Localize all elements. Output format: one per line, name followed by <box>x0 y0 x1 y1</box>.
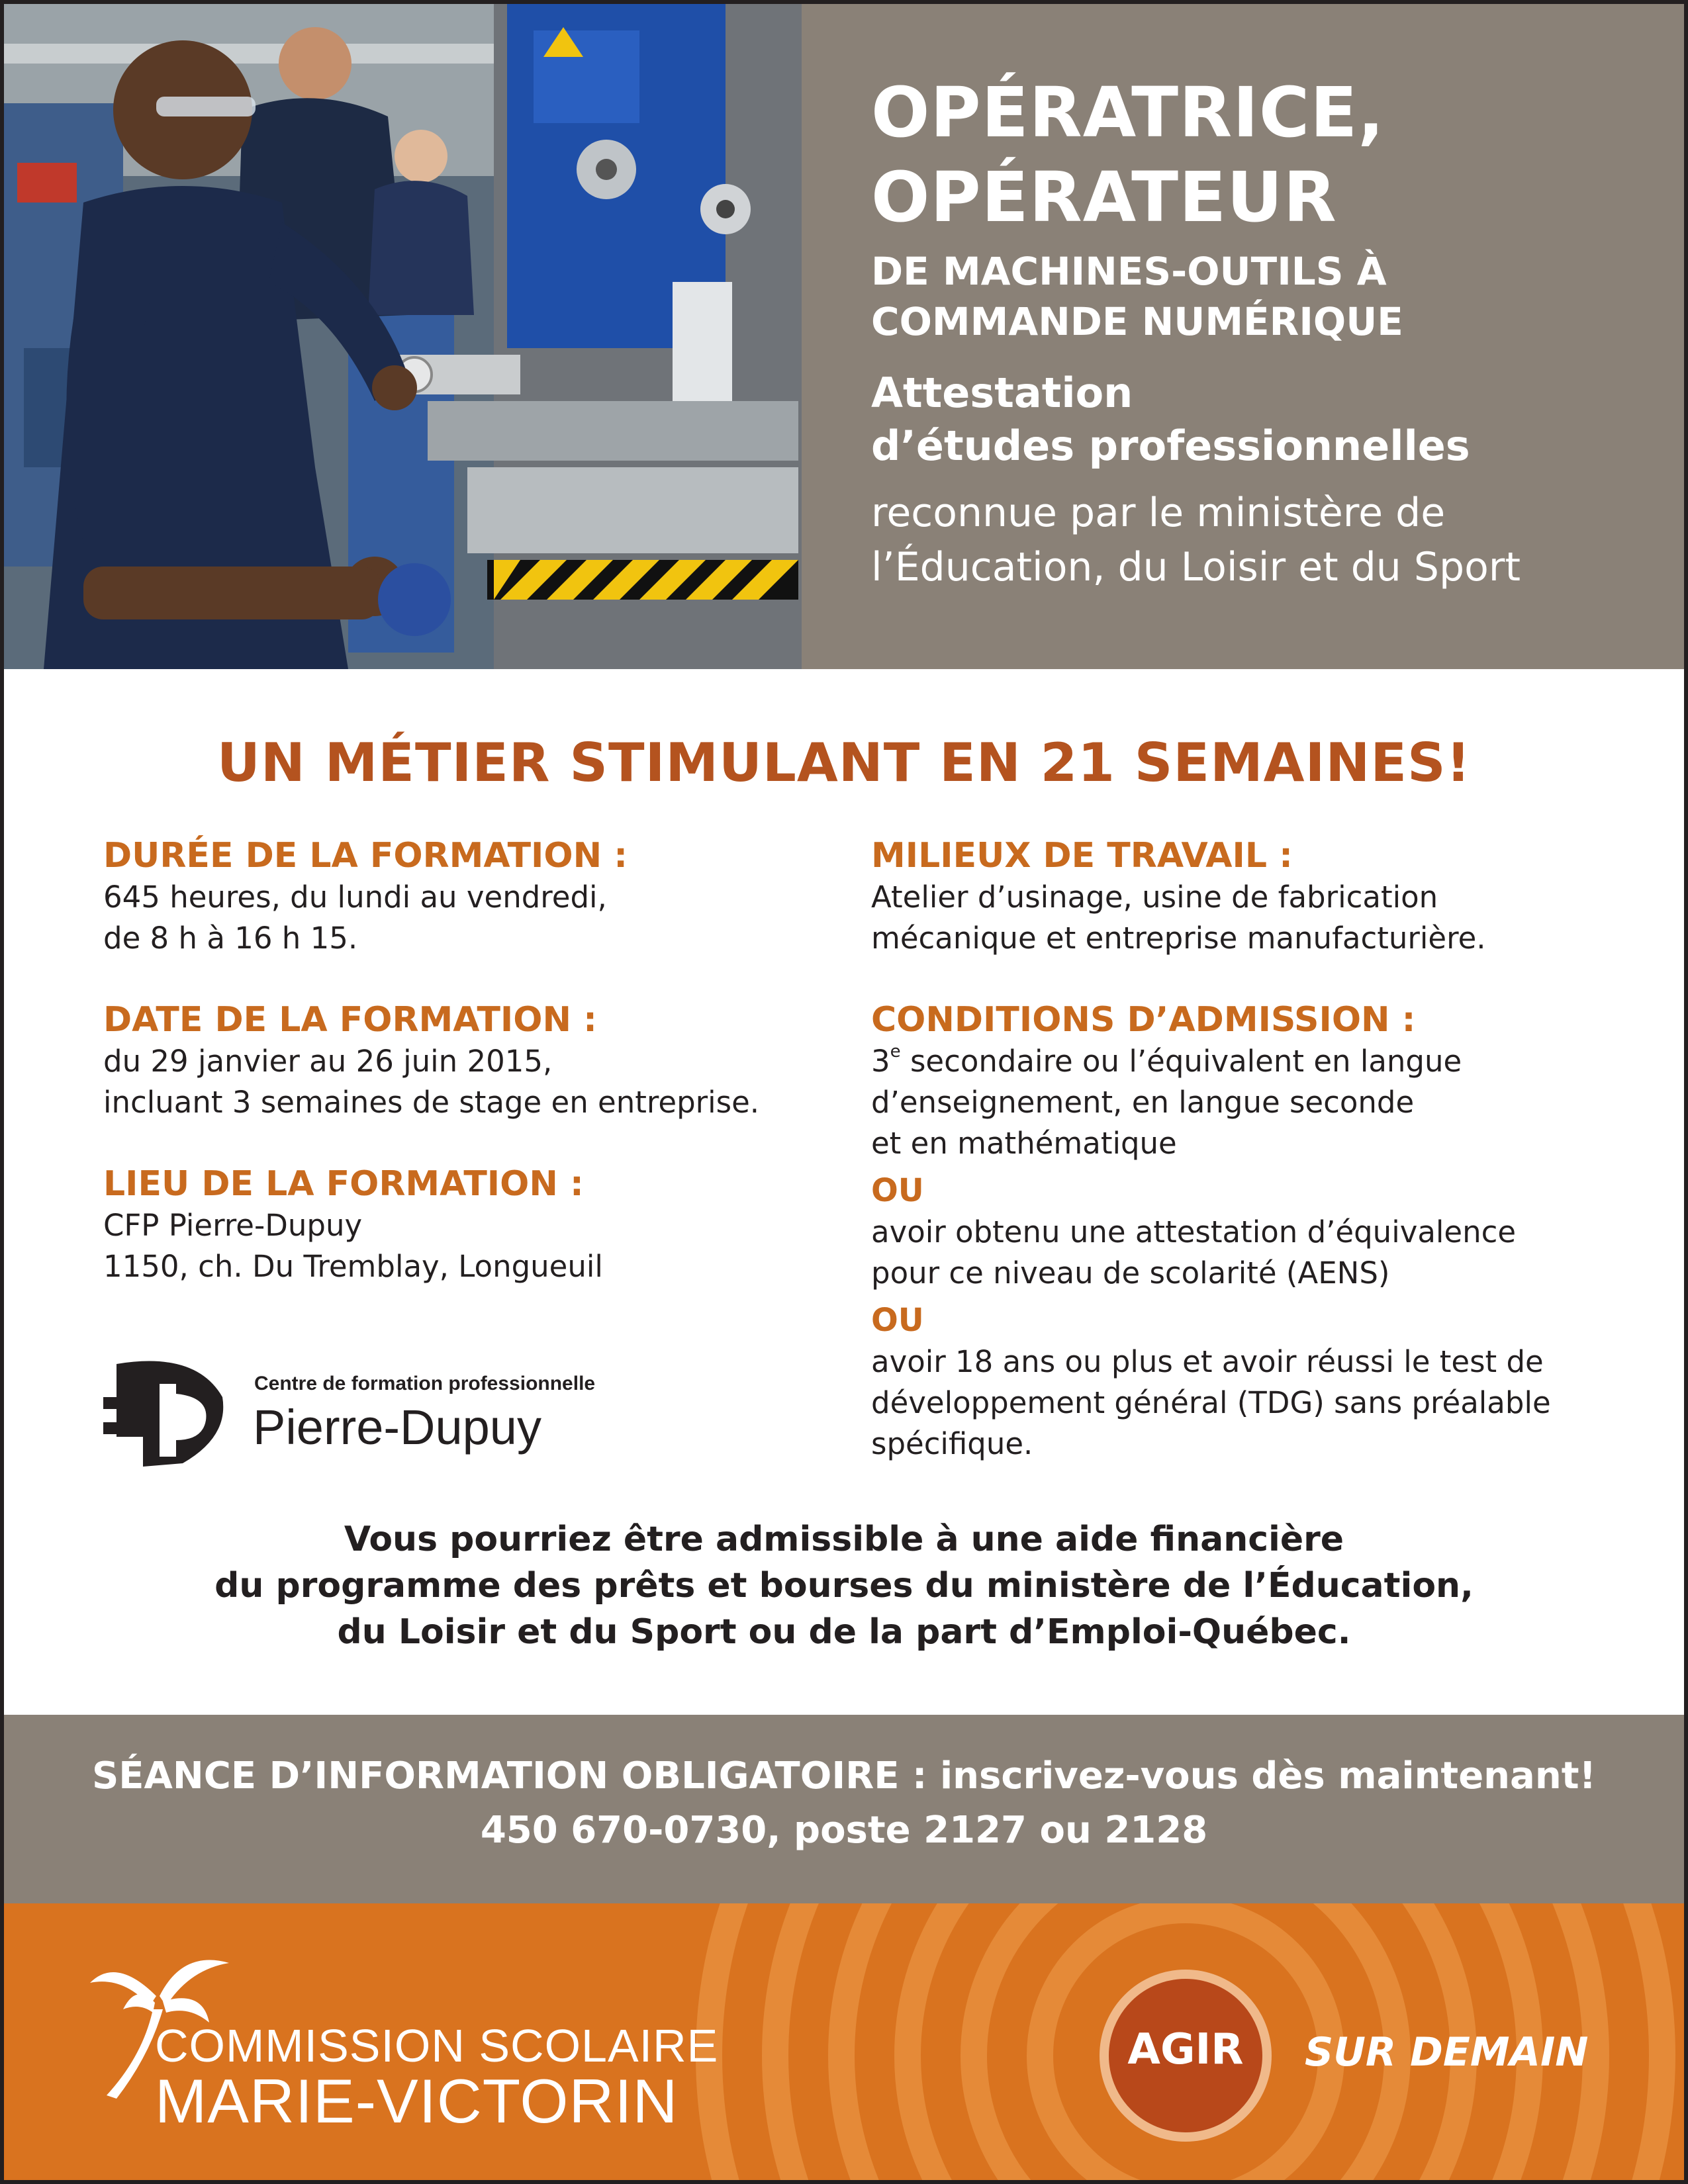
grade-number: 3 <box>871 1044 890 1079</box>
footer-band <box>4 1903 1684 2184</box>
csmv-name-line1: COMMISSION SCOLAIRE <box>155 2020 719 2071</box>
recognition-line2: l’Éducation, du Loisir et du Sport <box>871 544 1521 590</box>
work-environment-heading: MILIEUX DE TRAVAIL : <box>871 836 1293 876</box>
admission-condition3-line3: spécifique. <box>871 1426 1033 1461</box>
location-heading: LIEU DE LA FORMATION : <box>103 1164 584 1204</box>
right-column <box>871 835 1632 1504</box>
cfp-logo-subtitle: Centre de formation professionnelle <box>254 1373 596 1394</box>
location-line1: CFP Pierre-Dupuy <box>103 1208 363 1243</box>
cfp-logo-name: Pierre-Dupuy <box>253 1400 541 1455</box>
admission-section <box>871 999 1632 1465</box>
tagline: UN MÉTIER STIMULANT EN 21 SEMAINES! <box>216 732 1472 794</box>
date-section <box>103 999 785 1123</box>
or-separator-2: OU <box>871 1302 924 1339</box>
info-session-phone: 450 670-0730, poste 2127 ou 2128 <box>480 1809 1208 1852</box>
csmv-name-line2: MARIE-VICTORIN <box>155 2066 679 2136</box>
admission-condition3-line2: développement général (TDG) sans préalable <box>871 1385 1551 1420</box>
sur-demain-label: SUR DEMAIN <box>1305 2029 1589 2075</box>
left-column <box>103 835 785 1327</box>
machinist-workshop-photo <box>4 4 802 669</box>
date-line2: incluant 3 semaines de stage en entreprise. <box>103 1085 760 1120</box>
agir-label: AGIR <box>1127 2025 1244 2074</box>
duration-heading: DURÉE DE LA FORMATION : <box>103 836 628 876</box>
headline-block <box>871 70 1665 594</box>
work-environment-line2: mécanique et entreprise manufacturière. <box>871 921 1486 956</box>
job-title-line2: OPÉRATEUR <box>871 157 1337 238</box>
duration-line2: de 8 h à 16 h 15. <box>103 921 358 956</box>
admission-condition1-line2: d’enseignement, en langue seconde <box>871 1085 1415 1120</box>
date-line1: du 29 janvier au 26 juin 2015, <box>103 1044 553 1079</box>
location-line2: 1150, ch. Du Tremblay, Longueuil <box>103 1249 603 1284</box>
admission-condition1-line1 <box>871 1041 1632 1082</box>
header-band <box>4 4 1684 669</box>
attestation-line1: Attestation <box>871 369 1133 417</box>
info-session-band <box>4 1715 1684 1903</box>
attestation-line2: d’études professionnelles <box>871 422 1470 470</box>
date-heading: DATE DE LA FORMATION : <box>103 1000 597 1040</box>
financial-aid-line3: du Loisir et du Sport ou de la part d’Emploi-Québec. <box>337 1612 1351 1652</box>
cfp-pierre-dupuy-logo-icon <box>103 1357 229 1470</box>
or-separator-1: OU <box>871 1172 924 1209</box>
job-subtitle-line2: COMMANDE NUMÉRIQUE <box>871 299 1403 344</box>
recognition-line1: reconnue par le ministère de <box>871 490 1446 536</box>
duration-line1: 645 heures, du lundi au vendredi, <box>103 880 607 915</box>
financial-aid-line2: du programme des prêts et bourses du ministère de l’Éducation, <box>214 1566 1474 1606</box>
info-session-line1: SÉANCE D’INFORMATION OBLIGATOIRE : inscrivez-vous dès maintenant! <box>91 1754 1597 1797</box>
admission-condition2-line1: avoir obtenu une attestation d’équivalence <box>871 1214 1517 1250</box>
condition1-rest: secondaire ou l’équivalent en langue <box>900 1044 1462 1079</box>
admission-condition3-line1: avoir 18 ans ou plus et avoir réussi le test de <box>871 1344 1544 1379</box>
cfp-pierre-dupuy-logo <box>103 1347 596 1473</box>
job-title-line1: OPÉRATRICE, <box>871 72 1385 153</box>
duration-section <box>103 835 785 959</box>
job-subtitle-line1: DE MACHINES-OUTILS À <box>871 249 1387 294</box>
financial-aid-notice <box>4 1516 1684 1655</box>
location-section <box>103 1163 785 1287</box>
grade-superscript: e <box>890 1042 901 1062</box>
admission-condition2-line2: pour ce niveau de scolarité (AENS) <box>871 1255 1390 1291</box>
work-environment-line1: Atelier d’usinage, usine de fabrication <box>871 880 1438 915</box>
admission-heading: CONDITIONS D’ADMISSION : <box>871 1000 1416 1040</box>
work-environment-section <box>871 835 1632 959</box>
financial-aid-line1: Vous pourriez être admissible à une aide financière <box>344 1520 1344 1559</box>
agir-badge <box>1100 1970 1272 2142</box>
admission-condition1-line3: et en mathématique <box>871 1126 1177 1161</box>
